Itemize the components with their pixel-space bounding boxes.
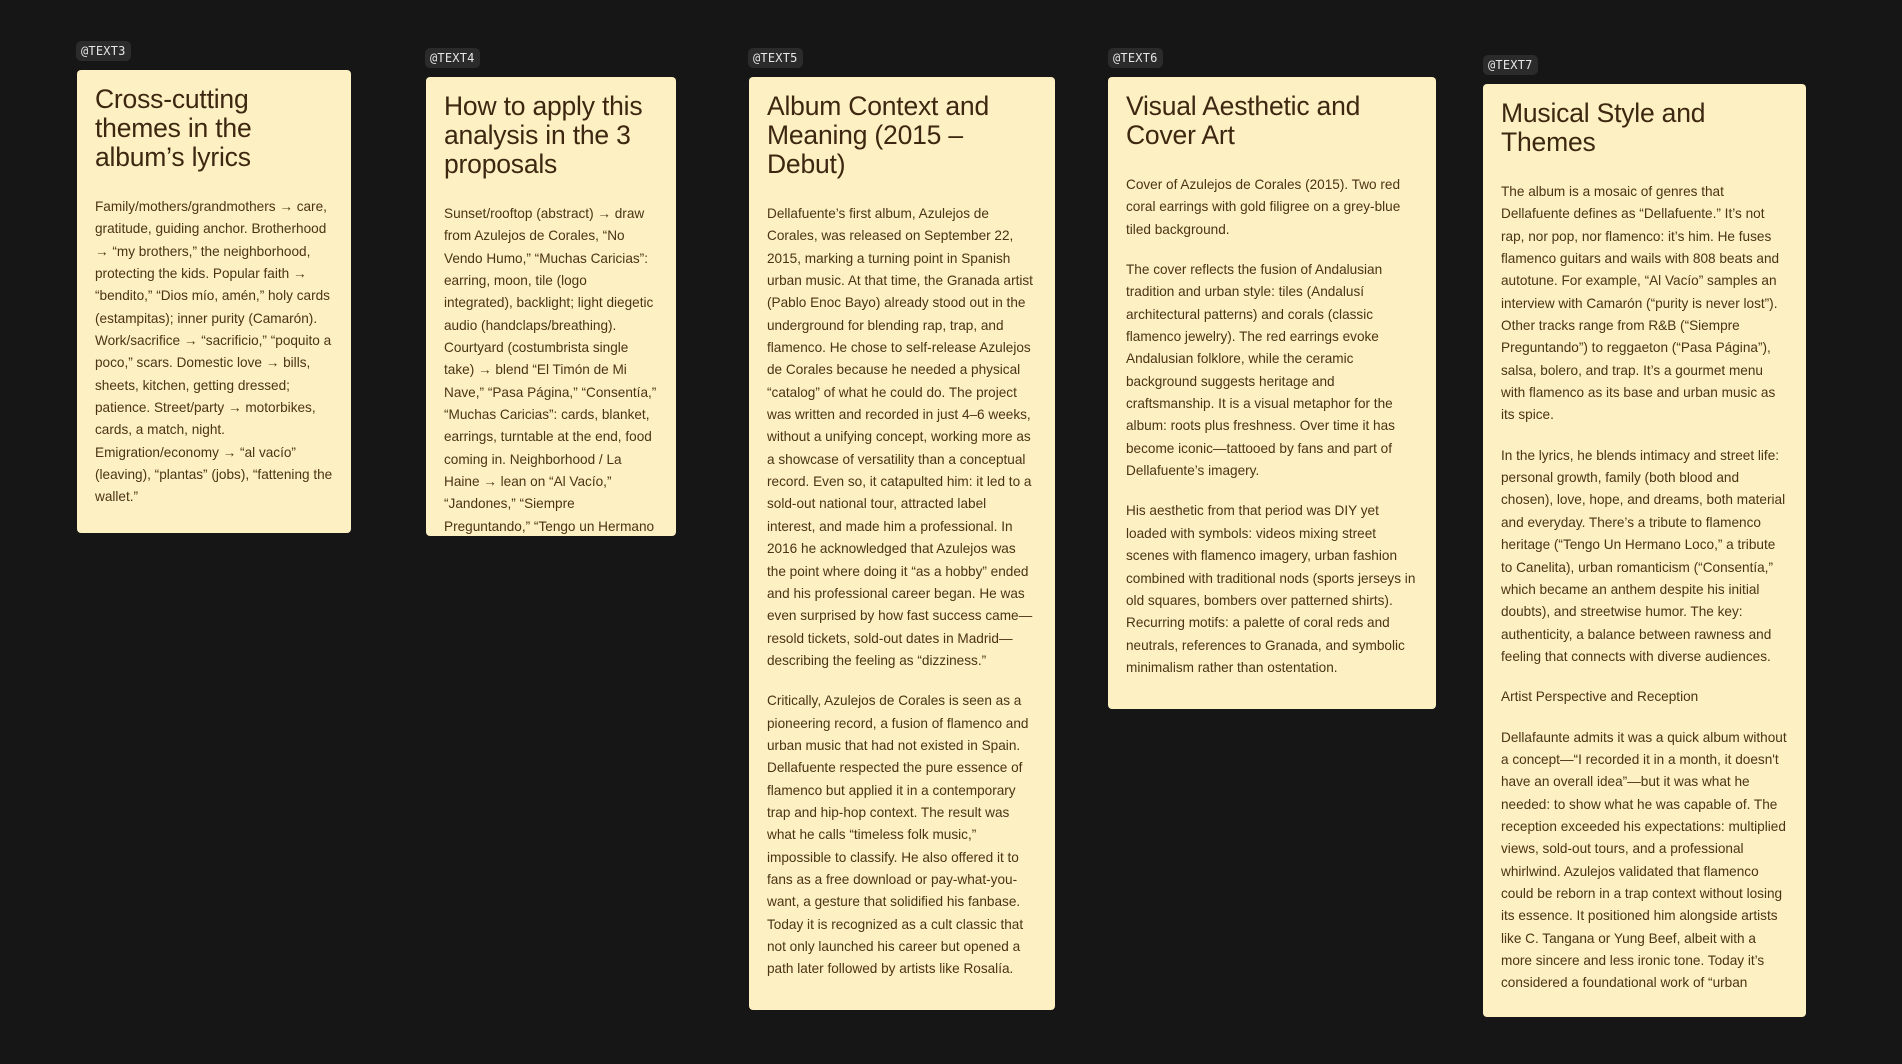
card-paragraph: Critically, Azulejos de Corales is seen as a pioneering record, a fusion of flamenco and urban music that had not existed in Spain. Dellafuente respected the pure essence of flamenco but applied it in a contemporary trap and hip-hop context. The result was what he calls “timeless folk music,” impossible to classify. He also offered it to fans as a free download or pay-what-you-want, a gesture that solidified his fanbase. Today it is recognized as a cult classic that not only launched his career but opened a path later followed by artists like Rosalía. — [767, 693, 1029, 977]
card-title: Visual Aesthetic and Cover Art — [1126, 91, 1361, 150]
card-tag: @TEXT7 — [1483, 55, 1538, 75]
card-title: Album Context and Meaning (2015 – Debut) — [767, 91, 989, 179]
card-paragraph: Family/mothers/grandmothers → care, gratitude, guiding anchor. Brotherhood → “my brothers,” the neighborhood, protecting the kids. Popular faith → “bendito,” “Dios mío, amén,” holy cards (estampitas); inner purity (Camarón). Work/sacrifice → “sacrificio,” “poquito a poco,” scars. Domestic love → bills, sheets, kitchen, getting dressed; patience. Street/party → motorbikes, cards, a match, night. Emigration/economy → “al vacío” (leaving), “plantas” (jobs), “fattening the wallet.” — [95, 199, 333, 505]
card-paragraph: Cover of Azulejos de Corales (2015). Two red coral earrings with gold filigree on a grey-blue tiled background. — [1126, 177, 1401, 237]
card-paragraph: Dellafaunte admits it was a quick album without a concept—“I recorded it in a month, it doesn't have an overall idea”—but it was what he needed: to show what he was capable of. The reception exceeded his expectations: multiplied views, sold-out tours, and a professional whirlwind. Azulejos validated that flamenco could be reborn in a trap context without losing its essence. It positioned him alongside artists like C. Tangana or Yung Beef, albeit with a more sincere and less ironic tone. Today it’s considered a foundational work of “urban — [1501, 729, 1787, 991]
card-paragraph: Dellafuente’s first album, Azulejos de Corales, was released on September 22, 2015, marking a turning point in Spanish urban music. At that time, the Granada artist (Pablo Enoc Bayo) already stood out in the underground for blending rap, trap, and flamenco. He chose to self-release Azulejos de Corales because he needed a physical “catalog” of what he could do. The project was written and recorded in just 4–6 weeks, without a unifying concept, working more as a showcase of versatility than a conceptual record. Even so, it catapulted him: it led to a sold-out national tour, attracted label interest, and made him a professional. In 2016 he acknowledged that Azulejos was the point where doing it “as a hobby” ended and his professional career began. He was even surprised by how fast success came—resold tickets, sold-out dates in Madrid—describing the feeling as “dizziness.” — [767, 206, 1033, 668]
card-subheading: Artist Perspective and Reception — [1501, 689, 1699, 705]
card-title: How to apply this analysis in the 3 proposals — [444, 91, 643, 179]
card-tag: @TEXT6 — [1108, 48, 1163, 68]
text-card-lyrics-themes[interactable] — [77, 70, 351, 533]
card-paragraph: The album is a mosaic of genres that Dellafuente defines as “Dellafuente.” It’s not rap, nor pop, nor flamenco: it’s him. He fuses flamenco guitars and wails with 808 beats and autotune. For example, “Al Vacío” samples an interview with Camarón (“purity is never lost”). Other tracks range from R&B (“Siempre Preguntando”) to reggaeton (“Pasa Página”), salsa, bolero, and trap. It’s a gourmet menu with flamenco as its base and urban music as its spice. — [1501, 184, 1780, 423]
card-paragraph: His aesthetic from that period was DIY yet loaded with symbols: videos mixing street scenes with flamenco imagery, urban fashion combined with traditional nods (sports jerseys in old squares, bombers over patterned shirts). Recurring motifs: a palette of coral reds and neutrals, references to Granada, and symbolic minimalism rather than ostentation. — [1126, 503, 1416, 675]
text-card-musical-style[interactable] — [1483, 84, 1806, 1017]
card-title: Musical Style and Themes — [1501, 98, 1706, 157]
text-card-visual-aesthetic[interactable] — [1108, 77, 1436, 709]
card-paragraph: In the lyrics, he blends intimacy and street life: personal growth, family (both blood and chosen), love, hope, and dreams, both material and everyday. There’s a tribute to flamenco heritage (“Tengo Un Hermano Loco,” a tribute to Canelita), urban romanticism (“Consentía,” which became an anthem despite his initial doubts), and streetwise humor. The key: authenticity, a balance between rawness and feeling that connects with diverse audiences. — [1501, 447, 1786, 664]
text-card-apply-analysis[interactable] — [426, 77, 676, 536]
card-paragraph: Sunset/rooftop (abstract) → draw from Azulejos de Corales, “No Vendo Humo,” “Muchas Caricias”: earring, moon, tile (logo integrated), backlight; light diegetic audio (handclaps/breathing). Courtyard (costumbrista single take) → blend “El Timón de Mi Nave,” “Pasa Página,” “Consentía,” “Muchas Caricias”: cards, blanket, earrings, turntable at the end, food coming in. Neighborhood / La Haine → lean on “Al Vacío,” “Jandones,” “Siempre Preguntando,” “Tengo un Hermano — [444, 206, 657, 534]
card-title: Cross-cutting themes in the album’s lyrics — [95, 84, 252, 172]
text-card-album-context[interactable] — [749, 77, 1055, 1010]
card-tag: @TEXT3 — [76, 41, 131, 61]
card-tag: @TEXT4 — [425, 48, 480, 68]
card-paragraph: The cover reflects the fusion of Andalusian tradition and urban style: tiles (Andalusí architectural patterns) and corals (classic flamenco jewelry). The red earrings evoke Andalusian folklore, while the ceramic background suggests heritage and craftsmanship. It is a visual metaphor for the album: roots plus freshness. Over time it has become iconic—tattooed by fans and part of Dellafuente’s imagery. — [1126, 262, 1395, 479]
card-tag: @TEXT5 — [748, 48, 803, 68]
